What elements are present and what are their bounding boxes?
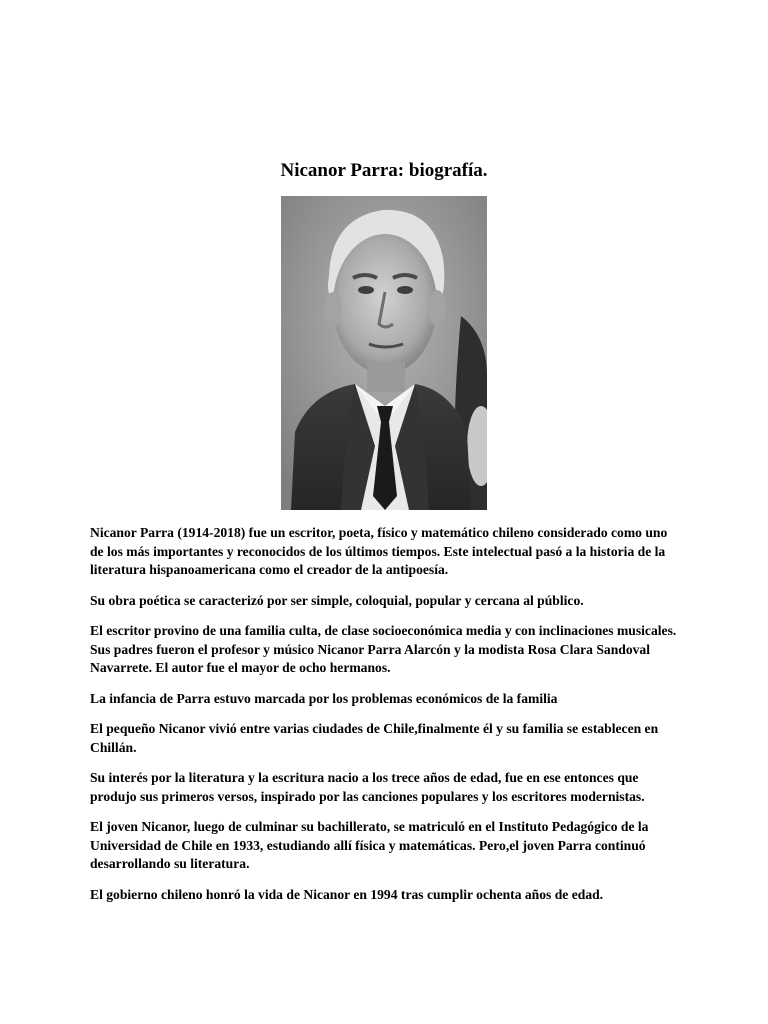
page-title: Nicanor Parra: biografía. <box>280 160 488 181</box>
paragraph: El escritor provino de una familia culta, de clase socioeconómica media y con inclinaciones musicales. Sus padres fueron el profesor y músico Nicanor Parra Alarcón y la modista Rosa Clara Sandoval Navarrete. El autor fue el mayor de ocho hermanos. <box>90 623 677 675</box>
paragraph: El gobierno chileno honró la vida de Nicanor en 1994 tras cumplir ochenta años de edad. <box>90 886 604 902</box>
biography-text <box>90 524 684 916</box>
portrait-photo <box>281 196 487 510</box>
paragraph: Su interés por la literatura y la escritura nacio a los trece años de edad, fue en ese entonces que produjo sus primeros versos, inspirado por las canciones populares y los escritores modernistas. <box>90 770 645 804</box>
paragraph: La infancia de Parra estuvo marcada por los problemas económicos de la familia <box>90 690 558 706</box>
paragraph: Nicanor Parra (1914-2018) fue un escritor, poeta, físico y matemático chileno considerado como uno de los más importantes y reconocidos de los últimos tiempos. Este intelectual pasó a la historia de la literatura hispanoamericana como el creador de la antipoesía. <box>90 525 668 577</box>
paragraph: Su obra poética se caracterizó por ser simple, coloquial, popular y cercana al público. <box>90 592 584 608</box>
portrait-illustration <box>281 196 487 510</box>
paragraph: El pequeño Nicanor vivió entre varias ciudades de Chile,finalmente él y su familia se establecen en Chillán. <box>90 721 659 755</box>
paragraph: El joven Nicanor, luego de culminar su bachillerato, se matriculó en el Instituto Pedagógico de la Universidad de Chile en 1933, estudiando allí física y matemáticas. Pero,el joven Parra continuó desarrollando su literatura. <box>90 819 649 871</box>
